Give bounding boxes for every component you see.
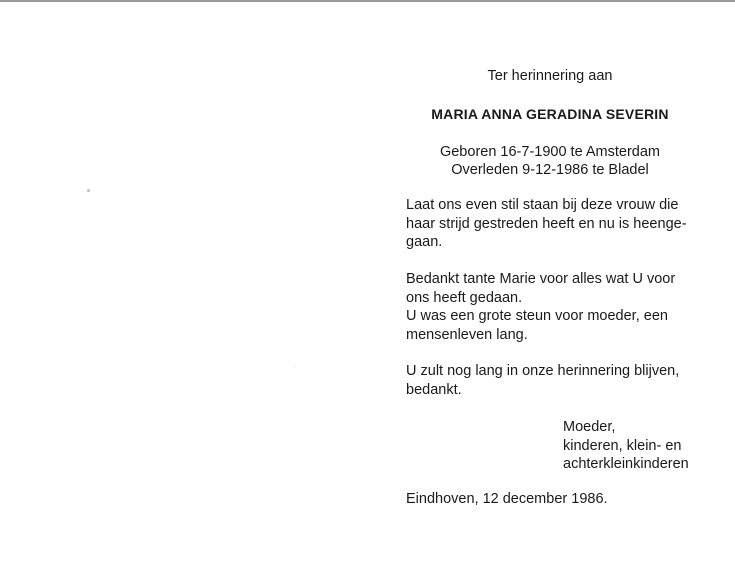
- place-date: Eindhoven, 12 december 1986.: [406, 491, 608, 507]
- paragraph-line: Bedankt tante Marie voor alles wat U voor: [406, 271, 676, 287]
- paragraph-line: U was een grote steun voor moeder, een: [406, 308, 668, 324]
- paragraph-line: Laat ons even stil staan bij deze vrouw die: [406, 197, 679, 213]
- signature-line: kinderen, klein- en: [563, 437, 682, 454]
- deceased-name: MARIA ANNA GERADINA SEVERIN: [431, 106, 669, 122]
- signature-line: achterkleinkinderen: [563, 456, 689, 472]
- signature-block: [563, 418, 689, 474]
- paragraph-1: [406, 196, 694, 252]
- paragraph-line: gaan.: [406, 234, 443, 250]
- heading: Ter herinnering aan: [487, 68, 613, 84]
- birth-line: Geboren 16-7-1900 te Amsterdam: [439, 144, 661, 160]
- signature-line: Moeder,: [563, 419, 616, 435]
- paragraph-2: [406, 270, 694, 307]
- paragraph-line: bedankt.: [406, 381, 462, 398]
- paragraph-line: haar strijd gestreden heeft en nu is heenge-: [406, 215, 687, 232]
- paragraph-4: [406, 362, 694, 399]
- paragraph-line: U zult nog lang in onze herinnering blijven,: [406, 363, 680, 379]
- paragraph-line: ons heeft gedaan.: [406, 289, 523, 306]
- death-line: Overleden 9-12-1986 te Bladel: [451, 162, 649, 178]
- paragraph-3: [406, 307, 694, 344]
- paragraph-line: mensenleven lang.: [406, 326, 528, 343]
